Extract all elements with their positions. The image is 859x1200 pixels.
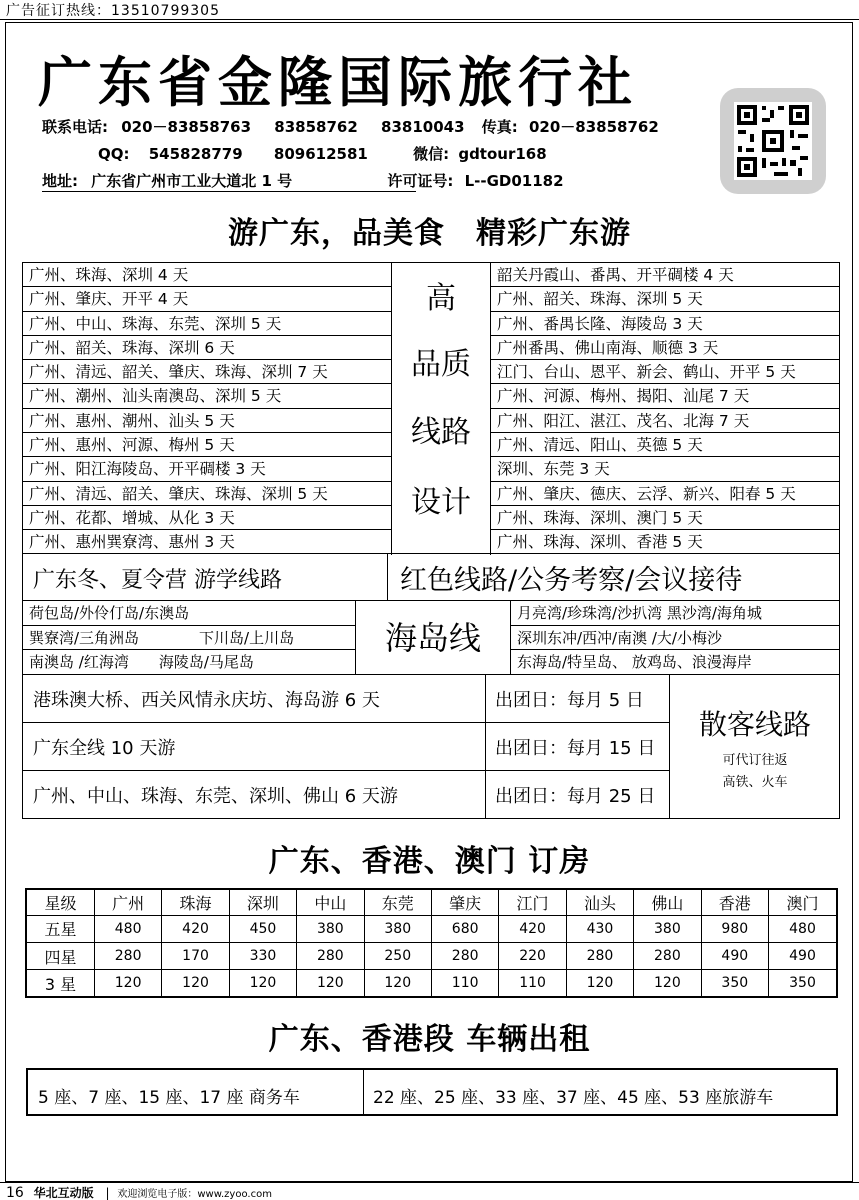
table-cell: 120 (634, 970, 701, 997)
tour-table (22, 675, 840, 819)
route-item: 广州、潮州、汕头南澳岛、深圳 5 天 (23, 384, 391, 408)
table-cell: 490 (768, 942, 837, 969)
table-cell: 四星 (26, 942, 94, 969)
hotel-section-title: 广东、香港、澳门 订房 (268, 844, 591, 879)
hotel-price-table (25, 888, 838, 998)
qq-number-1: 545828779 (148, 145, 243, 163)
camp-divider (387, 554, 388, 601)
route-item: 广州、番禺长隆、海陵岛 3 天 (491, 312, 839, 336)
qr-code-icon (720, 88, 826, 194)
tour-divider (669, 675, 670, 819)
routes-section-title: 游广东，品美食 精彩广东游 (228, 216, 631, 251)
quality-label-line: 高 (426, 281, 456, 316)
island-label: 海岛线 (355, 601, 511, 675)
table-cell: 110 (499, 970, 566, 997)
table-header-cell: 江门 (499, 889, 566, 915)
ad-hotline: 广告征订热线：13510799305 (6, 3, 220, 19)
table-cell: 280 (566, 942, 633, 969)
table-header-cell: 星级 (26, 889, 94, 915)
individual-tours-title: 散客线路 (698, 708, 811, 741)
table-cell: 350 (768, 970, 837, 997)
license-label: 许可证号: (387, 172, 454, 190)
island-item: 荷包岛/外伶仃岛/东澳岛 (23, 601, 355, 626)
table-cell: 五星 (26, 915, 94, 942)
table-header-cell: 汕头 (566, 889, 633, 915)
table-header-cell: 东莞 (364, 889, 431, 915)
table-header-cell: 珠海 (162, 889, 229, 915)
contact-address-line (42, 170, 564, 191)
route-item: 广州、花都、增城、从化 3 天 (23, 506, 391, 530)
table-cell: 120 (297, 970, 364, 997)
fax-label: 传真: (481, 118, 518, 136)
island-item: 巽寮湾/三角洲岛 下川岛/上川岛 (23, 626, 355, 651)
qq-label: QQ: (98, 145, 130, 163)
page-number: 16 (6, 1185, 24, 1200)
route-item: 广州、惠州、潮州、汕头 5 天 (23, 409, 391, 433)
table-cell: 120 (94, 970, 161, 997)
license-number: L--GD01182 (464, 172, 564, 190)
table-header-cell: 香港 (701, 889, 768, 915)
route-item: 广州、惠州、河源、梅州 5 天 (23, 433, 391, 457)
table-cell: 350 (701, 970, 768, 997)
phone-number-2: 83858762 (274, 118, 358, 136)
table-cell: 280 (634, 942, 701, 969)
car-rental-box (26, 1068, 838, 1116)
contact-qq-line (98, 143, 547, 164)
table-cell: 430 (566, 915, 633, 942)
camp-banner (22, 554, 840, 601)
route-item: 韶关丹霞山、番禺、开平碉楼 4 天 (491, 263, 839, 287)
individual-tours-note: 可代订往返 (722, 753, 788, 768)
edition-brand: 华北互动版 (33, 1186, 94, 1200)
footer-link-text[interactable]: 欢迎浏览电子版：www.zyoo.com (117, 1189, 272, 1200)
qq-number-2: 809612581 (273, 145, 368, 163)
tour-date: 出团日：每月 15 日 (495, 738, 656, 759)
route-item: 广州、河源、梅州、揭阳、汕尾 7 天 (491, 384, 839, 408)
footer-separator: | (105, 1186, 110, 1200)
routes-table (22, 262, 840, 554)
route-item: 广州、中山、珠海、东莞、深圳 5 天 (23, 312, 391, 336)
phone-label: 联系电话: (42, 118, 108, 136)
table-cell: 280 (431, 942, 498, 969)
tour-divider (485, 675, 486, 819)
route-item: 广州、肇庆、开平 4 天 (23, 287, 391, 311)
phone-number-3: 83810043 (381, 118, 465, 136)
table-cell: 110 (431, 970, 498, 997)
route-item: 广州、清远、阳山、英德 5 天 (491, 433, 839, 457)
table-cell: 680 (431, 915, 498, 942)
tour-row (23, 723, 669, 771)
table-cell: 220 (499, 942, 566, 969)
island-item: 月亮湾/珍珠湾/沙扒湾 黑沙湾/海角城 (511, 601, 839, 626)
table-cell: 120 (229, 970, 296, 997)
address-text: 广东省广州市工业大道北 1 号 (91, 172, 293, 190)
table-header-cell: 广州 (94, 889, 161, 915)
table-cell: 380 (634, 915, 701, 942)
top-divider (0, 19, 859, 20)
quality-label-line: 设计 (411, 485, 471, 520)
table-header-row (26, 889, 837, 915)
company-name: 广东省金隆国际旅行社 (38, 50, 638, 114)
table-cell: 250 (364, 942, 431, 969)
island-left-column (23, 601, 355, 675)
table-cell: 380 (364, 915, 431, 942)
table-row (26, 942, 837, 969)
individual-tours-note: 高铁、火车 (722, 775, 788, 790)
route-item: 广州、阳江海陵岛、开平碉楼 3 天 (23, 457, 391, 481)
quality-label-line: 线路 (411, 415, 471, 450)
island-right-column (511, 601, 839, 675)
tour-name: 广州、中山、珠海、东莞、深圳、佛山 6 天游 (33, 786, 398, 807)
table-cell: 450 (229, 915, 296, 942)
routes-right-column (491, 263, 839, 555)
table-cell: 420 (499, 915, 566, 942)
table-header-cell: 中山 (297, 889, 364, 915)
tour-name: 广东全线 10 天游 (33, 738, 176, 759)
tour-row (23, 675, 669, 723)
table-cell: 980 (701, 915, 768, 942)
footer-divider (0, 1182, 859, 1183)
route-item: 广州、清远、韶关、肇庆、珠海、深圳 7 天 (23, 360, 391, 384)
table-cell: 330 (229, 942, 296, 969)
island-table (22, 601, 840, 675)
car-section-title: 广东、香港段 车辆出租 (268, 1022, 591, 1057)
route-item: 广州、清远、韶关、肇庆、珠海、深圳 5 天 (23, 482, 391, 506)
route-item: 广州、珠海、深圳 4 天 (23, 263, 391, 287)
table-header-cell: 深圳 (229, 889, 296, 915)
tour-row (23, 771, 669, 819)
island-item: 深圳东冲/西冲/南澳 /大/小梅沙 (511, 626, 839, 651)
table-row (26, 915, 837, 942)
quality-label-line: 品质 (411, 347, 471, 382)
route-item: 广州、韶关、珠海、深圳 5 天 (491, 287, 839, 311)
tour-name: 港珠澳大桥、西关风情永庆坊、海岛游 6 天 (33, 690, 380, 711)
island-item: 南澳岛 /红海湾 海陵岛/马尾岛 (29, 653, 254, 672)
table-header-cell: 肇庆 (431, 889, 498, 915)
tour-date: 出团日：每月 25 日 (495, 786, 656, 807)
routes-left-column (23, 263, 391, 555)
route-item: 江门、台山、恩平、新会、鹤山、开平 5 天 (491, 360, 839, 384)
car-coach-text: 22 座、25 座、33 座、37 座、45 座、53 座旅游车 (373, 1088, 774, 1108)
footer (6, 1184, 272, 1200)
camp-text: 广东冬、夏令营 游学线路 (33, 568, 282, 593)
address-underline (42, 191, 416, 192)
contact-phone-line (42, 116, 659, 137)
table-cell: 120 (364, 970, 431, 997)
table-cell: 420 (162, 915, 229, 942)
address-label: 地址: (42, 172, 78, 190)
route-item: 广州番禺、佛山南海、顺德 3 天 (491, 336, 839, 360)
car-divider (363, 1070, 364, 1114)
table-header-cell: 佛山 (634, 889, 701, 915)
island-item: 东海岛/特呈岛、 放鸡岛、浪漫海岸 (517, 653, 752, 672)
route-item: 深圳、东莞 3 天 (491, 457, 839, 481)
table-cell: 120 (162, 970, 229, 997)
table-cell: 170 (162, 942, 229, 969)
fax-number: 020－83858762 (528, 118, 659, 136)
table-cell: 280 (94, 942, 161, 969)
route-item: 广州、阳江、湛江、茂名、北海 7 天 (491, 409, 839, 433)
quality-label (391, 263, 491, 555)
route-item: 广州、肇庆、德庆、云浮、新兴、阳春 5 天 (491, 482, 839, 506)
table-header-cell: 澳门 (768, 889, 837, 915)
business-text: 红色线路/公务考察/会议接待 (400, 565, 743, 596)
table-cell: 480 (94, 915, 161, 942)
route-item: 广州、韶关、珠海、深圳 6 天 (23, 336, 391, 360)
wechat-label: 微信: (413, 145, 450, 163)
wechat-id: gdtour168 (458, 145, 547, 163)
table-cell: 120 (566, 970, 633, 997)
phone-number-1: 020－83858763 (121, 118, 252, 136)
table-cell: 490 (701, 942, 768, 969)
tour-date: 出团日：每月 5 日 (495, 690, 644, 711)
route-item: 广州、珠海、深圳、澳门 5 天 (491, 506, 839, 530)
car-business-text: 5 座、7 座、15 座、17 座 商务车 (38, 1088, 300, 1108)
table-cell: 480 (768, 915, 837, 942)
table-cell: 3 星 (26, 970, 94, 997)
table-row (26, 970, 837, 997)
route-item: 广州、珠海、深圳、香港 5 天 (497, 533, 703, 552)
table-cell: 380 (297, 915, 364, 942)
table-cell: 280 (297, 942, 364, 969)
route-item: 广州、惠州巽寮湾、惠州 3 天 (29, 533, 235, 552)
